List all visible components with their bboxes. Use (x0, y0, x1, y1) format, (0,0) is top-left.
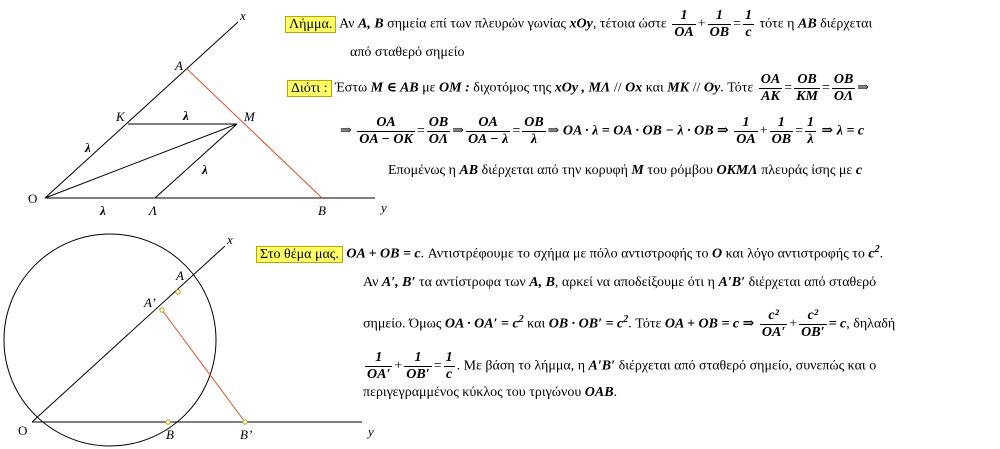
lemma-text-3: , τέτοια ώστε (592, 16, 667, 32)
topic-frac-h2: $\frac{1}{OB'}$ (406, 350, 430, 382)
proof-conclusion (388, 160, 862, 182)
topic-frac-g2: $\frac{\text{c²}}{OB'}$ (801, 308, 825, 340)
proof-frac-a4: $\frac{OB}{\lambda}$ (524, 115, 544, 147)
proof-mk: MK (667, 80, 690, 96)
topic-gp: + (789, 316, 798, 332)
lemma-frac-2: $\frac{1}{OB}$ (709, 8, 730, 40)
proof-implies-a1: ⇒ (452, 123, 464, 139)
proof-ratio-2: $\frac{OB}{KM}$ (796, 72, 818, 104)
topic-l5-b: . (613, 385, 618, 400)
topic-l3-x1: 2 (518, 314, 524, 326)
label-b-2: B (166, 427, 174, 442)
lemma-angle: xOy (569, 16, 593, 32)
topic-frac-g1: $\frac{\text{c²}}{OA'}$ (761, 308, 786, 340)
topic-frac-h3: $\frac{1}{c}$ (445, 350, 453, 382)
topic-frac-h1: $\frac{1}{OA'}$ (367, 350, 391, 382)
segment-a-prime-b-prime (162, 310, 245, 422)
ray-ox (45, 22, 238, 198)
topic-l2-ab3: A′B′ (718, 275, 746, 290)
topic-dot: . (879, 246, 884, 262)
proof-parallel-2: // (692, 80, 701, 96)
label-o-2: O (18, 423, 28, 438)
lemma-frac-1: $\frac{1}{OA}$ (674, 8, 694, 40)
proof-om: OM : (439, 80, 470, 96)
topic-l5-oab: OAB (584, 385, 614, 400)
topic-l5-a: περιγεγραμμένος κύκλος του τριγώνου (363, 385, 582, 400)
proof-ratio-3: $\frac{OB}{O\Lambda}$ (833, 72, 854, 104)
topic-l4-ab: A′B′ (588, 358, 616, 374)
lemma-text-1: Αν (339, 16, 355, 32)
conclusion-c: c (855, 163, 863, 178)
lemma-points-ab: A, B (357, 16, 384, 32)
proof-tag: Διότι : (287, 80, 332, 97)
label-b: B (318, 203, 326, 218)
topic-pole: O (711, 246, 723, 262)
proof-result: ⇒ λ = c (821, 123, 865, 139)
proof-frac-a1: $\frac{OA}{OA - OK}$ (359, 115, 413, 147)
topic-hp: + (394, 358, 403, 374)
proof-ratio-1: $\frac{OA}{AK}$ (760, 72, 781, 104)
label-lambda-top: λ (183, 108, 189, 123)
conclusion-text-3: του ρόμβου (647, 163, 713, 178)
topic-line-1 (256, 239, 883, 266)
topic-l2-b: τα αντίστροφα των (418, 275, 526, 290)
segment-om (45, 124, 237, 198)
proof-eq-a3: = (795, 123, 803, 139)
topic-l2-a: Αν (363, 275, 379, 290)
topic-l2-c: , αρκεί να αποδείξουμε ότι η (554, 275, 716, 290)
topic-line-4 (363, 350, 876, 383)
topic-text-1: . Αντιστρέφουμε το σχήμα με πόλο αντιστροφής το (420, 246, 709, 262)
topic-ge: = c (828, 316, 847, 332)
proof-m-in-ab: M ∈ AB (370, 80, 419, 96)
topic-sum: OA + OB = c (346, 246, 421, 262)
label-b-prime: B’ (240, 427, 253, 442)
topic-line-2 (363, 272, 876, 294)
conclusion-text-1: Επομένως η (388, 163, 456, 178)
proof-middle: OA · λ = OA · OB − λ · OB ⇒ (562, 123, 729, 139)
proof-oy: Oy (703, 80, 721, 96)
proof-eq-2: = (821, 80, 830, 96)
label-y-2: y (368, 424, 374, 439)
conclusion-text-2: διέρχεται από την κορυφή (481, 163, 628, 178)
proof-parallel-1: // (613, 80, 622, 96)
label-lambda-left: λ (85, 140, 91, 155)
proof-frac-a6: $\frac{1}{OB}$ (771, 115, 792, 147)
topic-l4-a: . Με βάση το λήμμα, η (456, 358, 586, 374)
topic-l3-a: σημείο. Όμως (363, 316, 442, 332)
topic-l3-e3: OA + OB = c ⇒ (664, 316, 755, 332)
lemma-plus: + (697, 16, 706, 32)
topic-l3-c: , δηλαδή (846, 316, 896, 332)
lemma-line-2: από σταθερό σημείο (350, 45, 465, 60)
proof-text-2: με (422, 80, 436, 96)
proof-ml: MΛ (588, 80, 611, 96)
proof-text-1: Έστω (335, 80, 368, 96)
topic-he: = (433, 358, 442, 374)
topic-l3-e2: OB · OB′ = c (548, 316, 624, 332)
topic-c: c (868, 246, 875, 262)
point-b (166, 420, 170, 424)
proof-implies-1: ⇒ (857, 80, 870, 96)
conclusion-text-4: πλευράς ίσης με (761, 163, 853, 178)
topic-line-3 (363, 308, 895, 341)
lemma-text-2: σημεία επί των πλευρών γωνίας (387, 16, 566, 32)
topic-l2-ab: A′, B′ (381, 275, 416, 290)
label-x: x (240, 8, 246, 23)
proof-frac-a7: $\frac{1}{\lambda}$ (807, 115, 814, 147)
proof-implies-start: ⇒ (340, 123, 352, 139)
topic-l2-d: διέρχεται από σταθερό (748, 275, 877, 290)
proof-frac-a2: $\frac{OB}{O\Lambda}$ (428, 115, 449, 147)
proof-line-2 (340, 115, 864, 148)
lemma-ab: AB (797, 16, 817, 32)
proof-line-1 (287, 72, 869, 105)
lemma-tag: Λήμμα. (285, 16, 336, 33)
label-lambda-right: λ (202, 162, 208, 177)
lemma-line-1 (285, 8, 872, 41)
label-o: O (28, 191, 38, 206)
point-a (176, 290, 180, 294)
topic-l3-x2: 2 (623, 314, 629, 326)
proof-text-4: . Τότε (720, 80, 754, 96)
label-lambda-point: Λ (149, 203, 157, 218)
point-a-prime (160, 308, 164, 312)
proof-implies-a2: ⇒ (547, 123, 560, 139)
proof-and: και (645, 80, 664, 96)
proof-xoy: xOy , (554, 80, 586, 96)
proof-eq-1: = (784, 80, 793, 96)
topic-tag: Στο θέμα μας. (256, 246, 343, 263)
proof-frac-a3: $\frac{OA}{OA - \lambda}$ (467, 115, 509, 147)
topic-l3-and: και (527, 316, 546, 332)
lemma-text-5: διέρχεται (820, 16, 873, 32)
proof-frac-a5: $\frac{1}{OA}$ (736, 115, 756, 147)
label-m: M (244, 109, 255, 124)
topic-l4-b: διέρχεται από σταθερό σημείο, συνεπώς και ο (618, 358, 877, 374)
label-lambda-bottom: λ (100, 203, 106, 218)
topic-text-2: και λόγο αντιστροφής το (725, 246, 865, 262)
label-y: y (381, 200, 387, 215)
lemma-frac-3: $\frac{1}{c}$ (745, 8, 753, 40)
proof-text-3: διχοτόμος της (473, 80, 552, 96)
topic-line-5 (363, 382, 617, 404)
segment-lm (155, 124, 237, 198)
label-a: A (175, 58, 183, 73)
topic-exp: 2 (874, 244, 880, 255)
proof-eq-a2: = (512, 123, 521, 139)
point-b-prime (243, 420, 247, 424)
proof-eq-a1: = (416, 123, 425, 139)
topic-l3-b: . Τότε (628, 316, 662, 332)
conclusion-ab: AB (459, 163, 479, 178)
topic-l2-ab2: A, B (529, 275, 555, 290)
label-a-prime: A’ (144, 295, 156, 310)
conclusion-m: M (631, 163, 644, 178)
lemma-text-4: τότε η (759, 16, 795, 32)
label-a-2: A (176, 268, 184, 283)
proof-ox: Ox (625, 80, 643, 96)
label-k: K (116, 109, 125, 124)
conclusion-okml: OKMΛ (716, 163, 758, 178)
label-x-2: x (227, 232, 233, 247)
topic-l3-e1: OA · OA′ = c (444, 316, 519, 332)
proof-plus: + (759, 123, 768, 139)
ray-ox-2 (32, 246, 225, 422)
lemma-eq: = (733, 16, 742, 32)
